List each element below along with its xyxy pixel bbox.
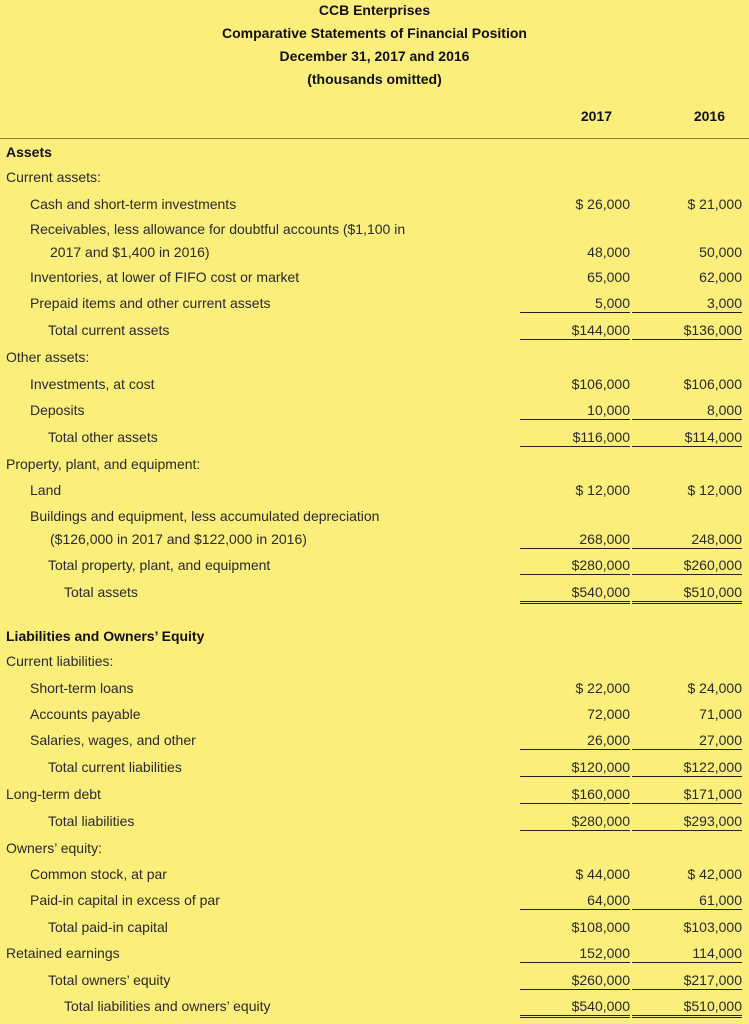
investments-2017: $106,000 bbox=[571, 376, 630, 392]
total-current-assets-2016: $136,000 bbox=[632, 322, 742, 340]
total-ppe-label: Total property, plant, and equipment bbox=[48, 557, 271, 573]
accounts-payable-label: Accounts payable bbox=[30, 706, 141, 722]
receivables-2017: 48,000 bbox=[587, 244, 630, 260]
total-equity-2016: $217,000 bbox=[632, 972, 742, 990]
header-divider bbox=[0, 138, 749, 139]
owners-equity-label: Owners’ equity: bbox=[6, 840, 102, 856]
liabilities-heading: Liabilities and Owners’ Equity bbox=[6, 628, 205, 644]
long-term-debt-2016: $171,000 bbox=[632, 786, 742, 804]
common-stock-2016: $ 42,000 bbox=[687, 866, 742, 882]
total-liabilities-label: Total liabilities bbox=[48, 813, 135, 829]
total-liab-equity-2017: $540,000 bbox=[520, 998, 630, 1018]
deposits-label: Deposits bbox=[30, 402, 85, 418]
inventories-2017: 65,000 bbox=[587, 269, 630, 285]
total-assets-2017: $540,000 bbox=[520, 584, 630, 604]
statement-note: (thousands omitted) bbox=[307, 71, 442, 87]
salaries-2016: 27,000 bbox=[632, 732, 742, 750]
total-current-assets-2017: $144,000 bbox=[520, 322, 630, 340]
total-assets-label: Total assets bbox=[64, 584, 138, 600]
total-equity-2017: $260,000 bbox=[520, 972, 630, 990]
paid-in-excess-2017: 64,000 bbox=[520, 892, 630, 910]
salaries-2017: 26,000 bbox=[520, 732, 630, 750]
other-assets-label: Other assets: bbox=[6, 349, 90, 365]
total-current-liabilities-2016: $122,000 bbox=[632, 759, 742, 777]
total-paid-in-2016: $103,000 bbox=[683, 919, 742, 935]
buildings-2016: 248,000 bbox=[632, 531, 742, 549]
retained-earnings-label: Retained earnings bbox=[6, 945, 120, 961]
land-label: Land bbox=[30, 482, 62, 498]
buildings-label-line2: ($126,000 in 2017 and $122,000 in 2016) bbox=[50, 531, 307, 547]
total-ppe-2016: $260,000 bbox=[632, 557, 742, 575]
total-other-assets-2016: $114,000 bbox=[632, 429, 742, 447]
land-2017: $ 12,000 bbox=[575, 482, 630, 498]
prepaid-2017: 5,000 bbox=[520, 295, 630, 313]
retained-earnings-2016: 114,000 bbox=[632, 945, 742, 963]
company-name: CCB Enterprises bbox=[318, 2, 431, 18]
statement-dates: December 31, 2017 and 2016 bbox=[279, 48, 470, 64]
accounts-payable-2016: 71,000 bbox=[699, 706, 742, 722]
inventories-2016: 62,000 bbox=[699, 269, 742, 285]
total-current-assets-label: Total current assets bbox=[48, 322, 170, 338]
buildings-2017: 268,000 bbox=[520, 531, 630, 549]
short-term-loans-label: Short-term loans bbox=[30, 680, 134, 696]
receivables-label-line1: Receivables, less allowance for doubtful accounts ($1,100 in bbox=[30, 221, 406, 237]
long-term-debt-label: Long-term debt bbox=[6, 786, 101, 802]
total-other-assets-2017: $116,000 bbox=[520, 429, 630, 447]
short-term-loans-2017: $ 22,000 bbox=[575, 680, 630, 696]
receivables-2016: 50,000 bbox=[699, 244, 742, 260]
buildings-label-line1: Buildings and equipment, less accumulated depreciation bbox=[30, 508, 380, 524]
receivables-label-line2: 2017 and $1,400 in 2016) bbox=[50, 244, 210, 260]
cash-2016: $ 21,000 bbox=[687, 196, 742, 212]
column-header-2016: 2016 bbox=[693, 108, 725, 124]
investments-label: Investments, at cost bbox=[30, 376, 155, 392]
cash-label: Cash and short-term investments bbox=[30, 196, 237, 212]
total-other-assets-label: Total other assets bbox=[48, 429, 158, 445]
statement-title: Comparative Statements of Financial Position bbox=[222, 25, 527, 41]
total-liab-equity-label: Total liabilities and owners’ equity bbox=[64, 998, 271, 1014]
column-header-2017: 2017 bbox=[580, 108, 612, 124]
deposits-2016: 8,000 bbox=[632, 402, 742, 420]
long-term-debt-2017: $160,000 bbox=[520, 786, 630, 804]
investments-2016: $106,000 bbox=[683, 376, 742, 392]
total-assets-2016: $510,000 bbox=[632, 584, 742, 604]
total-equity-label: Total owners’ equity bbox=[48, 972, 171, 988]
current-liabilities-label: Current liabilities: bbox=[6, 653, 114, 669]
land-2016: $ 12,000 bbox=[687, 482, 742, 498]
total-liabilities-2016: $293,000 bbox=[632, 813, 742, 831]
salaries-label: Salaries, wages, and other bbox=[30, 732, 196, 748]
accounts-payable-2017: 72,000 bbox=[587, 706, 630, 722]
total-current-liabilities-2017: $120,000 bbox=[520, 759, 630, 777]
prepaid-2016: 3,000 bbox=[632, 295, 742, 313]
total-ppe-2017: $280,000 bbox=[520, 557, 630, 575]
common-stock-2017: $ 44,000 bbox=[575, 866, 630, 882]
common-stock-label: Common stock, at par bbox=[30, 866, 167, 882]
total-paid-in-2017: $108,000 bbox=[571, 919, 630, 935]
total-liabilities-2017: $280,000 bbox=[520, 813, 630, 831]
paid-in-excess-2016: 61,000 bbox=[632, 892, 742, 910]
short-term-loans-2016: $ 24,000 bbox=[687, 680, 742, 696]
total-liab-equity-2016: $510,000 bbox=[632, 998, 742, 1018]
ppe-label: Property, plant, and equipment: bbox=[6, 456, 201, 472]
prepaid-label: Prepaid items and other current assets bbox=[30, 295, 271, 311]
deposits-2017: 10,000 bbox=[520, 402, 630, 420]
paid-in-excess-label: Paid-in capital in excess of par bbox=[30, 892, 220, 908]
cash-2017: $ 26,000 bbox=[575, 196, 630, 212]
assets-heading: Assets bbox=[6, 144, 52, 160]
retained-earnings-2017: 152,000 bbox=[520, 945, 630, 963]
total-paid-in-label: Total paid-in capital bbox=[48, 919, 168, 935]
inventories-label: Inventories, at lower of FIFO cost or market bbox=[30, 269, 300, 285]
total-current-liabilities-label: Total current liabilities bbox=[48, 759, 182, 775]
current-assets-label: Current assets: bbox=[6, 169, 101, 185]
